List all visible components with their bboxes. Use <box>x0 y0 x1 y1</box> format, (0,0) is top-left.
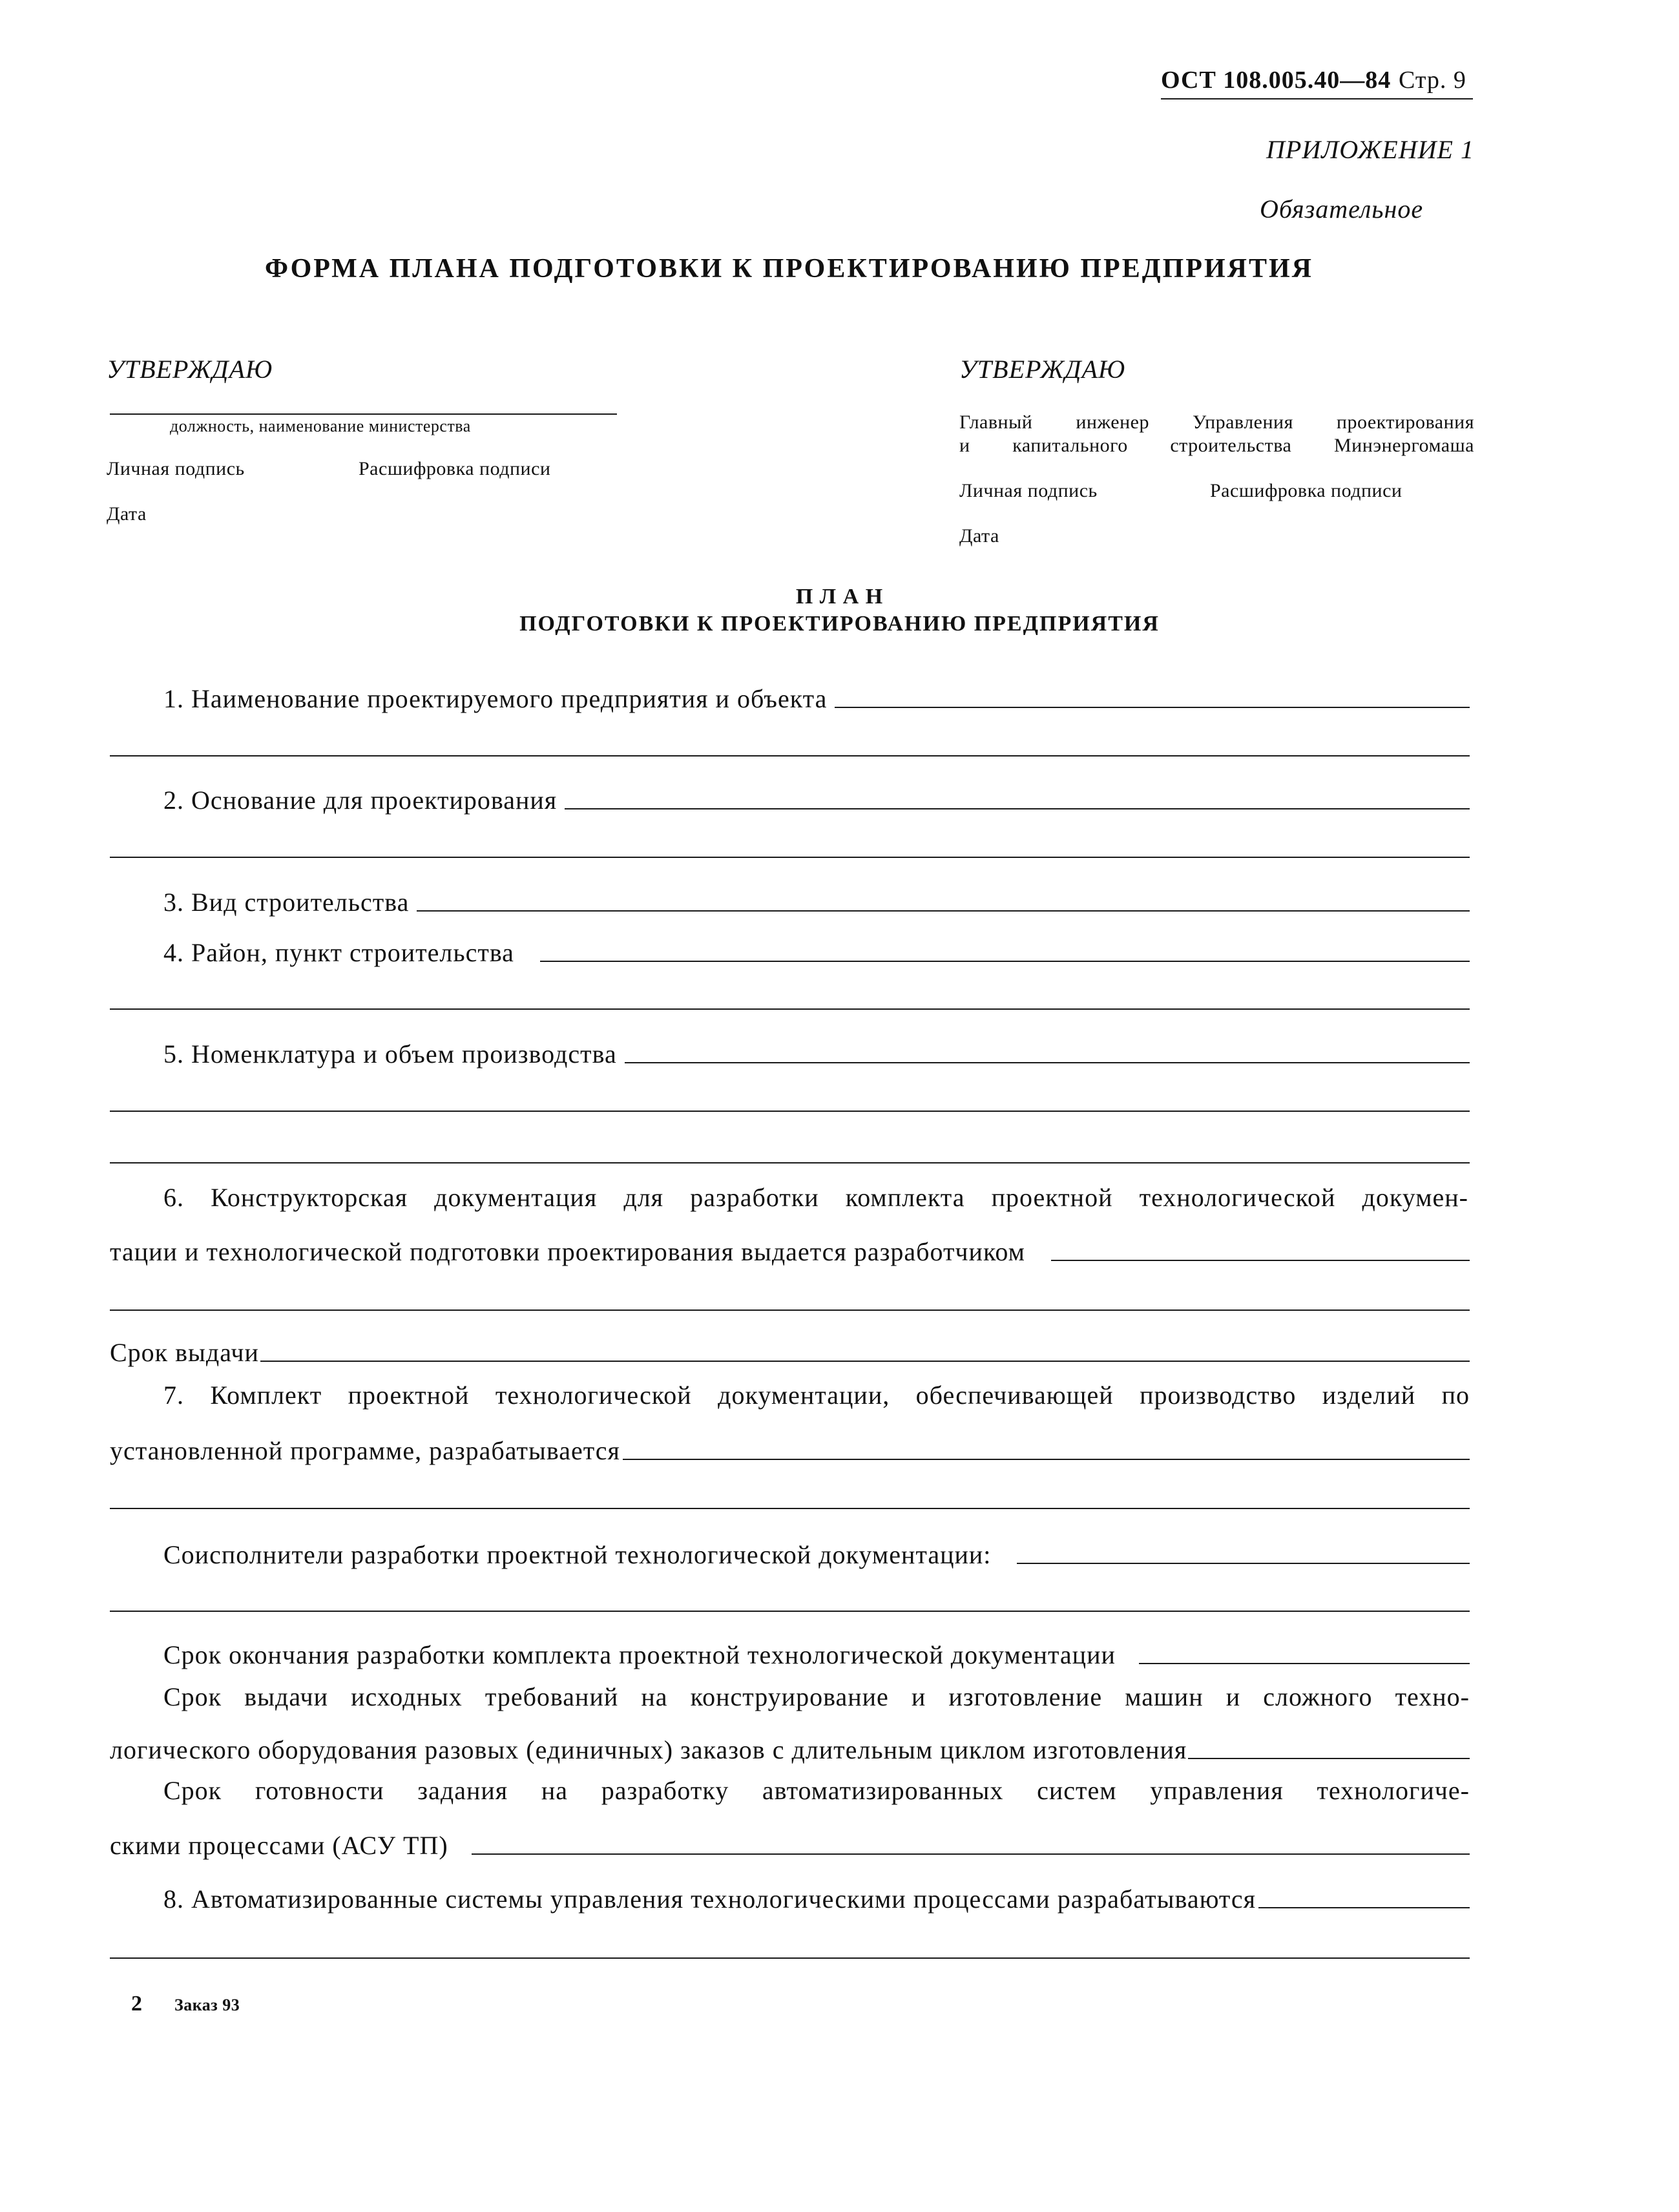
item-4-label: 4. Район, пункт строительства <box>163 938 514 967</box>
approve-left-signature: Личная подпись <box>107 458 245 479</box>
item-2-blank[interactable] <box>565 808 1470 809</box>
item-8 <box>163 1884 1470 1915</box>
item-7-blank[interactable] <box>623 1459 1470 1460</box>
item-7-blank-2[interactable] <box>110 1508 1470 1509</box>
asu-deadline-label: скими процессами (АСУ ТП) <box>110 1831 448 1860</box>
co-executors <box>163 1539 1470 1570</box>
co-executors-blank-2[interactable] <box>110 1611 1470 1612</box>
item-5-label: 5. Номенклатура и объем производства <box>163 1039 617 1069</box>
standard-number: ОСТ 108.005.40—84 <box>1161 67 1392 94</box>
approve-right-date: Дата <box>959 525 999 547</box>
item-3-blank[interactable] <box>417 910 1470 912</box>
asu-deadline-line-2 <box>110 1830 1470 1861</box>
item-2-label: 2. Основание для проектирования <box>163 786 558 815</box>
item-4-blank[interactable] <box>540 961 1470 962</box>
approve-left-title: УТВЕРЖДАЮ <box>107 355 273 384</box>
item-7-label: установленной программе, разрабатывается <box>110 1436 620 1465</box>
end-deadline-blank[interactable] <box>1139 1663 1470 1664</box>
item-6-deadline-blank[interactable] <box>260 1361 1470 1362</box>
item-7-line-1: 7. Комплект проектной технологической документации, обеспечивающей производство изделий по <box>163 1381 1470 1410</box>
approve-left-date: Дата <box>107 503 147 525</box>
item-3 <box>163 887 1470 918</box>
req-deadline-blank[interactable] <box>1188 1758 1470 1759</box>
item-6-deadline <box>110 1337 1470 1368</box>
item-6-line-1: 6. Конструкторская документация для разработки комплекта проектной технологической докумен- <box>163 1183 1468 1212</box>
approve-right-position-2: и капитального строительства Минэнергомаша <box>959 435 1474 456</box>
item-2-blank-2[interactable] <box>110 857 1470 858</box>
approve-right-position-1: Главный инженер Управления проектирования <box>959 412 1474 433</box>
co-executors-blank[interactable] <box>1017 1563 1470 1564</box>
item-6-deadline-label: Срок выдачи <box>110 1338 259 1367</box>
end-deadline-label: Срок окончания разработки комплекта проектной технологической документации <box>163 1640 1116 1669</box>
footer-sheet-number: 2 <box>131 1992 143 2016</box>
req-deadline-line-1: Срок выдачи исходных требований на конструирование и изготовление машин и сложного техно- <box>163 1682 1470 1711</box>
item-5-blank[interactable] <box>625 1062 1470 1063</box>
item-3-label: 3. Вид строительства <box>163 888 410 917</box>
approve-left-caption: должность, наименование министерства <box>170 417 471 435</box>
mandatory-label: Обязательное <box>1260 194 1424 224</box>
item-5-blank-2[interactable] <box>110 1111 1470 1112</box>
plan-subtitle: ПОДГОТОВКИ К ПРОЕКТИРОВАНИЮ ПРЕДПРИЯТИЯ <box>519 612 1160 636</box>
header-underline <box>1161 98 1473 99</box>
item-1 <box>163 683 1470 715</box>
co-executors-label: Соисполнители разработки проектной технологической документации: <box>163 1540 992 1569</box>
asu-deadline-line-1: Срок готовности задания на разработку автоматизированных систем управления технологиче- <box>163 1776 1470 1805</box>
req-deadline-label: логического оборудования разовых (единичных) заказов с длительным циклом изготовления <box>110 1735 1187 1764</box>
item-1-blank-2[interactable] <box>110 755 1470 756</box>
item-4 <box>163 937 1470 968</box>
item-1-blank[interactable] <box>835 707 1470 708</box>
asu-deadline-blank[interactable] <box>472 1853 1470 1855</box>
item-4-blank-2[interactable] <box>110 1008 1470 1010</box>
form-title: ФОРМА ПЛАНА ПОДГОТОВКИ К ПРОЕКТИРОВАНИЮ ПРЕДПРИЯТИЯ <box>265 254 1313 284</box>
appendix-label: ПРИЛОЖЕНИЕ 1 <box>1266 135 1474 164</box>
plan-title: П Л А Н <box>795 585 884 609</box>
item-2 <box>163 785 1470 816</box>
end-deadline <box>163 1640 1470 1671</box>
item-8-label: 8. Автоматизированные системы управления технологическими процессами разрабатываются <box>163 1884 1257 1914</box>
page-number: Стр. 9 <box>1399 67 1466 94</box>
approve-right-signature: Личная подпись <box>959 480 1098 501</box>
item-6-line-2 <box>110 1236 1470 1268</box>
item-5-blank-3[interactable] <box>110 1162 1470 1163</box>
item-1-label: 1. Наименование проектируемого предприятия и объекта <box>163 684 828 713</box>
approve-right-decoding: Расшифровка подписи <box>1210 480 1403 501</box>
item-7-line-2 <box>110 1435 1470 1466</box>
approve-right-title: УТВЕРЖДАЮ <box>959 355 1126 384</box>
item-6-blank[interactable] <box>1051 1260 1470 1261</box>
item-8-blank-2[interactable] <box>110 1957 1470 1959</box>
item-6-blank-2[interactable] <box>110 1309 1470 1311</box>
footer-order: Заказ 93 <box>174 1996 240 2014</box>
item-5 <box>163 1039 1470 1070</box>
item-6-label: тации и технологической подготовки проектирования выдается разработчиком <box>110 1237 1025 1266</box>
req-deadline-line-2 <box>110 1735 1470 1766</box>
approve-left-decoding: Расшифровка подписи <box>359 458 551 479</box>
item-8-blank[interactable] <box>1258 1907 1470 1908</box>
